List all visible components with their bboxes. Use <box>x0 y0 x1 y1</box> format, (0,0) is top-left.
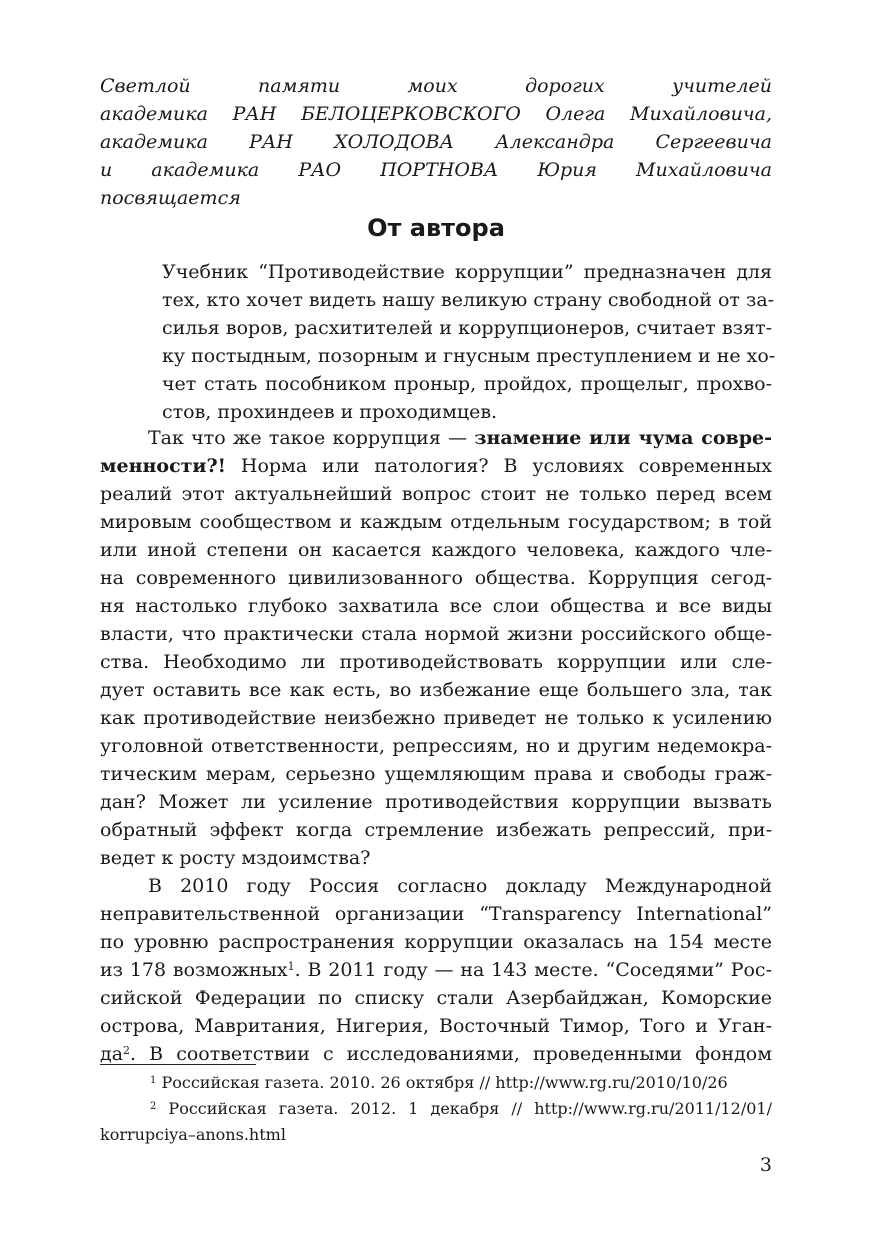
text-line: В 2010 году Россия согласно докладу Международной <box>148 875 772 897</box>
text-line: ня настолько глубоко захватила все слои общества и все виды <box>100 595 772 617</box>
dedication-line: академика РАН ХОЛОДОВА Александра Сергеевича <box>100 131 772 153</box>
footnote-divider <box>100 1064 256 1065</box>
text-line: ку постыдным, позорным и гнусным преступлением и не хо- <box>162 345 776 367</box>
footnotes <box>100 1070 772 1148</box>
text-line: как противодействие неизбежно приведет не только к усилению <box>100 707 772 729</box>
text-line: по уровню распространения коррупции оказалась на 154 месте <box>100 931 772 953</box>
text-line: неправительственной организации “Transparency International” <box>100 903 772 925</box>
text-line: ведет к росту мздоимства? <box>100 847 371 869</box>
text-line <box>100 956 772 984</box>
footnote-ref[interactable]: 2 <box>123 1044 131 1057</box>
emphasis-text: менности?! <box>100 455 226 477</box>
text-line: Учебник “Противодействие коррупции” предназначен для <box>162 261 772 283</box>
text-line <box>100 424 772 452</box>
text-line: тическим мерам, серьезно ущемляющим права и свободы граж- <box>100 763 772 785</box>
text-line: или иной степени он касается каждого человека, каждого чле- <box>100 539 772 561</box>
text-line: сийской Федерации по списку стали Азербайджан, Коморские <box>100 987 772 1009</box>
text-run: Так что же такое коррупция — <box>148 427 475 449</box>
dedication-line: и академика РАО ПОРТНОВА Юрия Михайловича <box>100 159 772 181</box>
dedication-line: Светлой памяти моих дорогих учителей <box>100 75 772 97</box>
text-line: чет стать пособником проныр, пройдох, прощелыг, прохво- <box>162 373 772 395</box>
main-text <box>100 424 772 1068</box>
text-line: мировым сообществом и каждым отдельным государством; в той <box>100 511 772 533</box>
text-line: силья воров, расхитителей и коррупционеров, считает взят- <box>162 317 772 339</box>
section-heading: От автора <box>367 214 505 242</box>
footnote-ref[interactable]: 1 <box>287 960 295 973</box>
text-line: уголовной ответственности, репрессиям, но и другим недемокра- <box>100 735 772 757</box>
footnote-2 <box>100 1096 772 1122</box>
text-line: реалий этот актуальнейший вопрос стоит не только перед всем <box>100 483 772 505</box>
text-line: ства. Необходимо ли противодействовать коррупции или сле- <box>100 651 772 673</box>
dedication-line: посвящается <box>100 187 241 209</box>
footnote-number: 1 <box>150 1075 157 1086</box>
footnote-2-continuation: korrupciya–anons.html <box>100 1125 286 1144</box>
intro-paragraph <box>162 258 776 426</box>
emphasis-text: знамение или чума совре- <box>474 427 772 449</box>
text-line: на современного цивилизованного общества. Коррупция сегод- <box>100 567 772 589</box>
text-line: острова, Мавритания, Нигерия, Восточный Тимор, Того и Уган- <box>100 1015 772 1037</box>
text-line: дан? Может ли усиление противодействия коррупции вызвать <box>100 791 772 813</box>
dedication <box>100 72 772 212</box>
page-number: 3 <box>759 1154 772 1176</box>
footnote-text: Российская газета. 2010. 26 октября // http://www.rg.ru/2010/10/26 <box>156 1073 728 1092</box>
footnote-1 <box>100 1070 772 1096</box>
text-run: да <box>100 1043 124 1065</box>
dedication-line: академика РАН БЕЛОЦЕРКОВСКОГО Олега Михайловича, <box>100 103 772 125</box>
text-run: Норма или патология? В условиях современных <box>226 455 772 477</box>
text-line: дует оставить все как есть, во избежание еще большего зла, так <box>100 679 772 701</box>
text-line: власти, что практически стала нормой жизни российского обще- <box>100 623 772 645</box>
footnote-number: 2 <box>150 1101 157 1112</box>
text-run: . В соответствии с исследованиями, проведенными фондом <box>130 1043 772 1065</box>
text-line: тех, кто хочет видеть нашу великую страну свободной от за- <box>162 289 775 311</box>
text-line: стов, прохиндеев и проходимцев. <box>162 401 498 423</box>
text-run: из 178 возможных <box>100 959 288 981</box>
text-line: обратный эффект когда стремление избежать репрессий, при- <box>100 819 772 841</box>
text-run: . В 2011 году — на 143 месте. “Соседями” Рос- <box>294 959 772 981</box>
text-line <box>100 452 772 480</box>
footnote-text: Российская газета. 2012. 1 декабря // http://www.rg.ru/2011/12/01/ <box>156 1099 772 1118</box>
